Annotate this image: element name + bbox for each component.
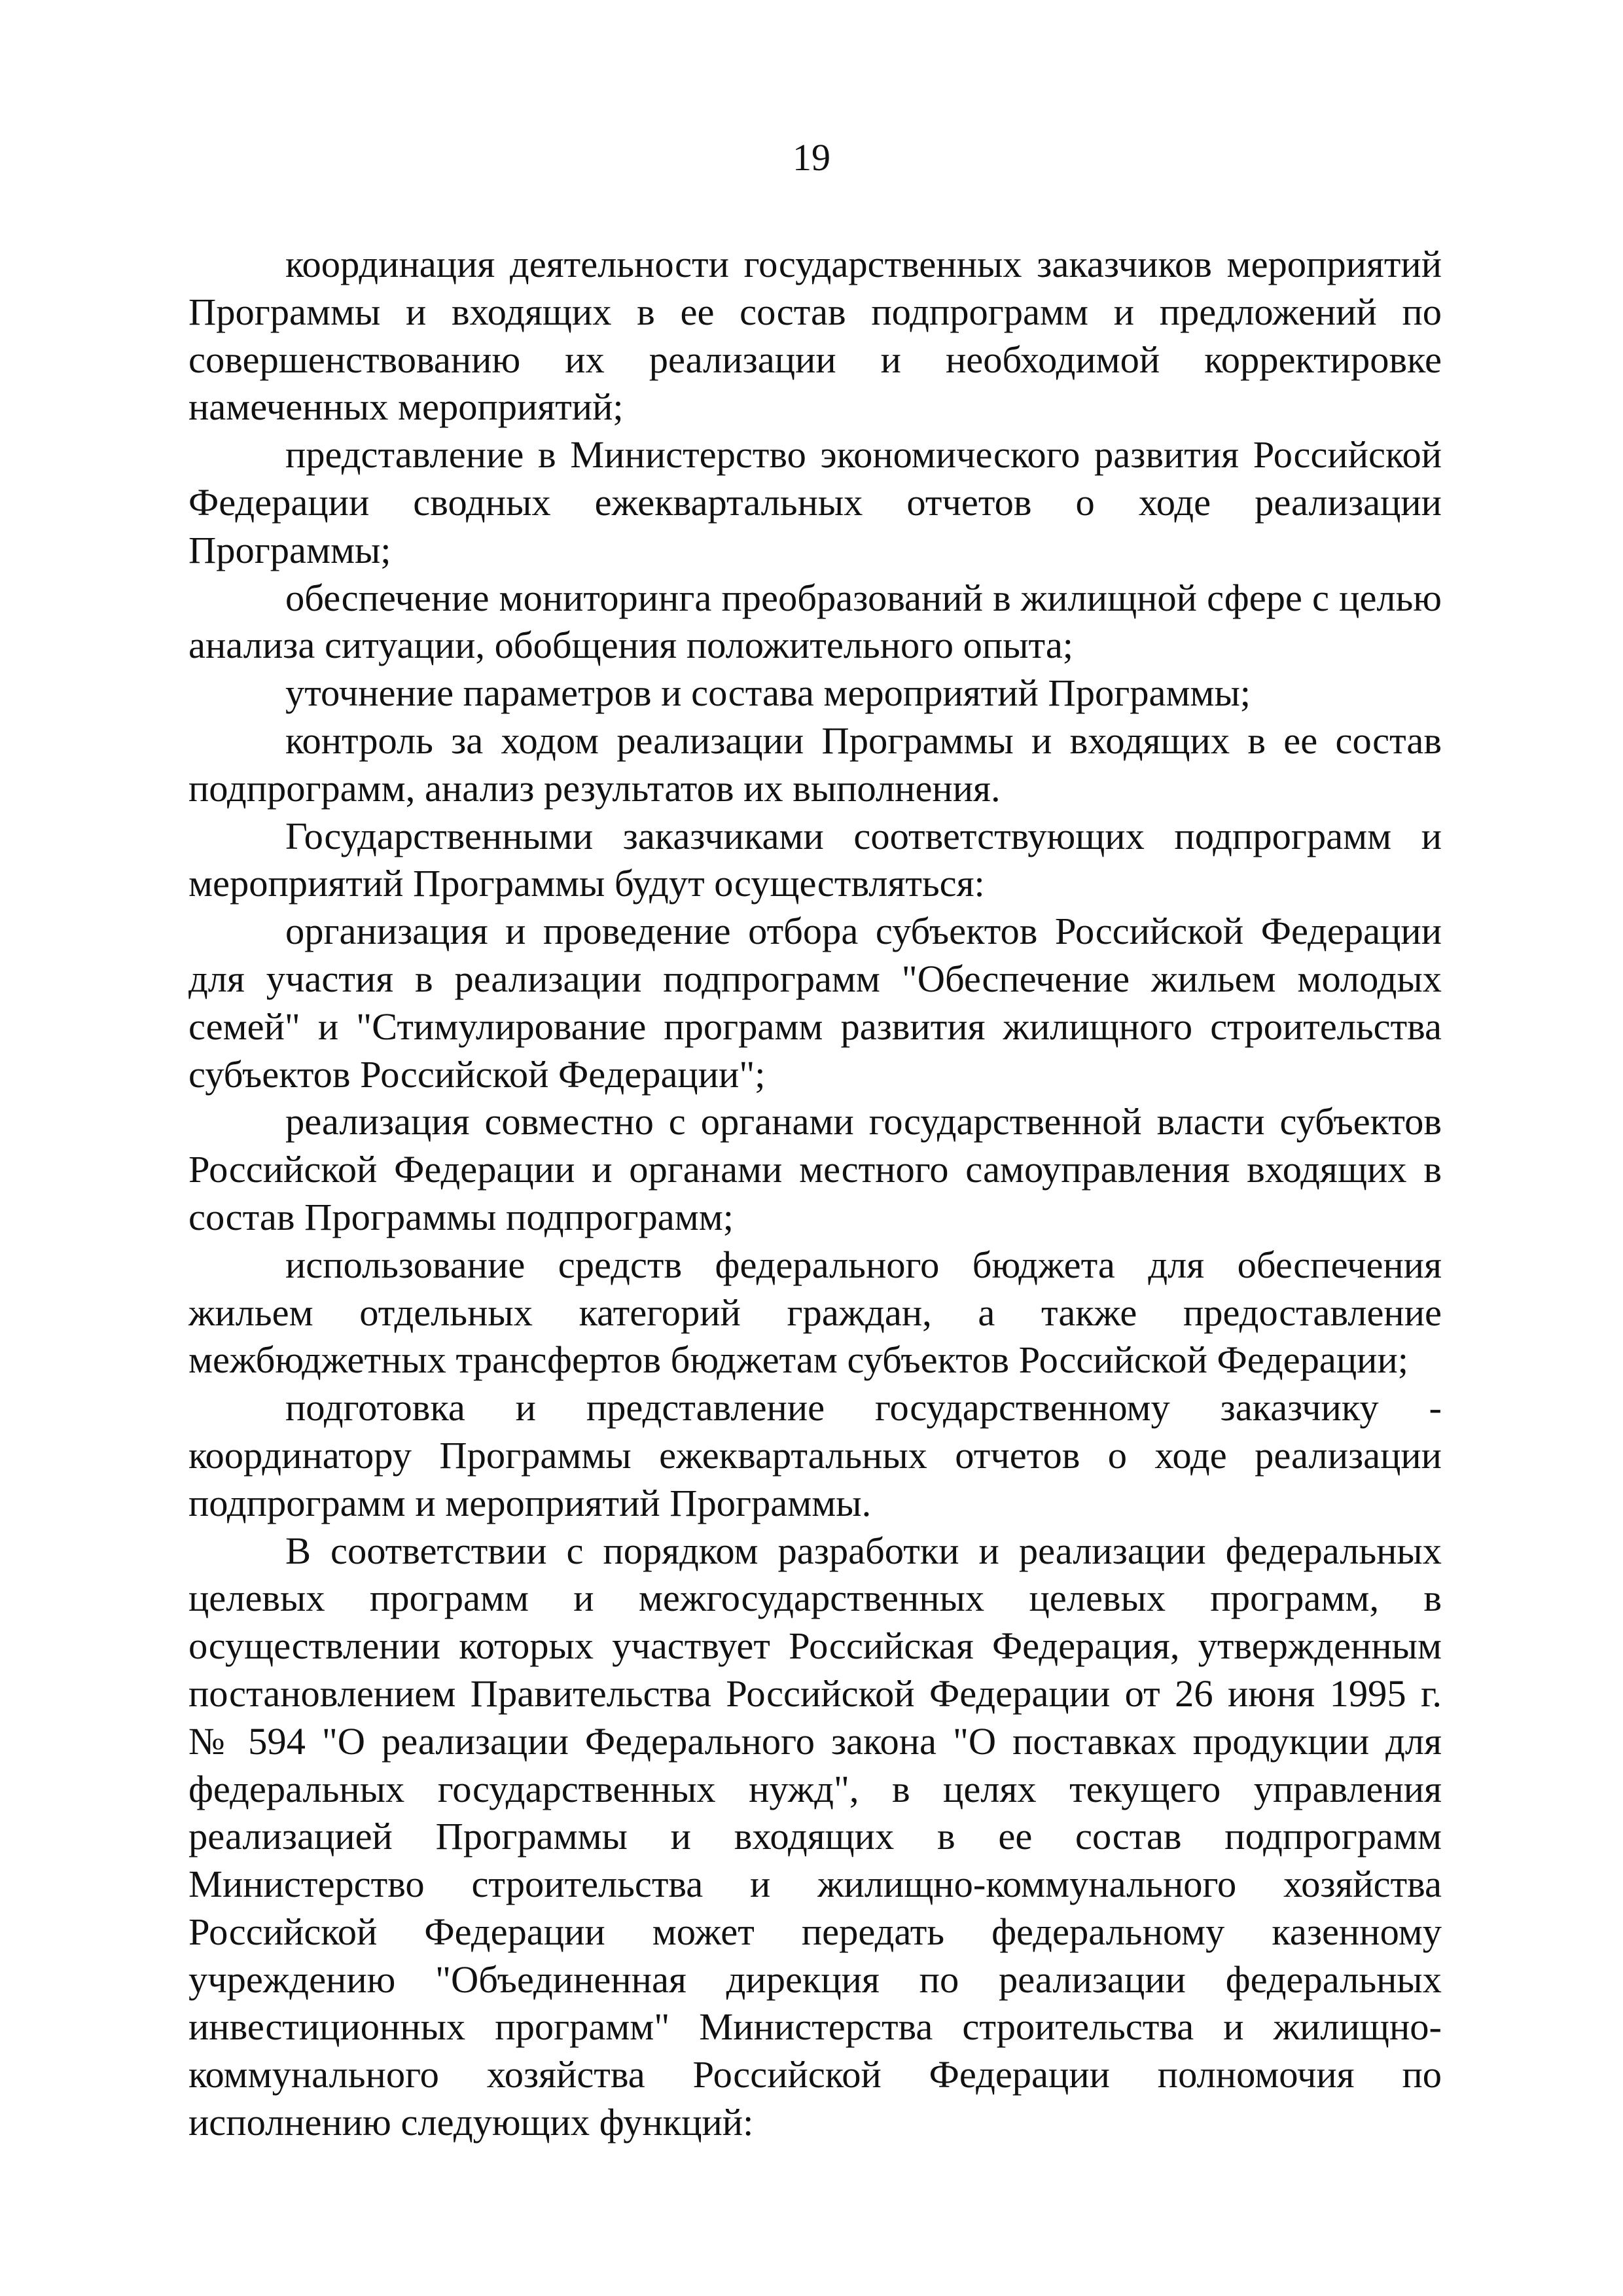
paragraph-delegation-of-functions: В соответствии с порядком разработки и реализации федеральных целевых программ и межгосударственных целевых программ, в осуществлении которых участвует Российская Федерация, утвержденным постановлением Правительства Российской Федерации от 26 июня 1995 г. № 594 "О реализации Федерального закона "О поставках продукции для федеральных государственных нужд", в целях текущего управления реализацией Программы и входящих в ее состав подпрограмм Министерство строительства и жилищно-коммунального хозяйства Российской Федерации может передать федеральному казенному учреждению "Объединенная дирекция по реализации федеральных инвестиционных программ" Министерства строительства и жилищно-коммунального хозяйства Российской Федерации полномочия по исполнению следующих функций: [188, 1529, 1442, 2144]
page-number: 19 [793, 136, 830, 179]
document-body [188, 241, 1442, 2147]
paragraph-coordination: координация деятельности государственных заказчиков мероприятий Программы и входящих в ее состав подпрограмм и предложений по совершенствованию их реализации и необходимой корректировке намеченных мероприятий; [188, 243, 1442, 429]
paragraph-monitoring: обеспечение мониторинга преобразований в жилищной сфере с целью анализа ситуации, обобщения положительного опыта; [188, 576, 1442, 667]
paragraph-parameter-refinement: уточнение параметров и состава мероприятий Программы; [285, 672, 1251, 715]
paragraph-state-customers-intro: Государственными заказчиками соответствующих подпрограмм и мероприятий Программы будут осуществляться: [188, 814, 1442, 905]
paragraph-federal-budget-use: использование средств федерального бюджета для обеспечения жильем отдельных категорий граждан, а также предоставление межбюджетных трансфертов бюджетам субъектов Российской Федерации; [188, 1243, 1442, 1382]
paragraph-quarterly-reports: подготовка и представление государственному заказчику - координатору Программы ежеквартальных отчетов о ходе реализации подпрограмм и мероприятий Программы. [188, 1386, 1442, 1524]
paragraph-reporting-to-ministry: представление в Министерство экономического развития Российской Федерации сводных ежеквартальных отчетов о ходе реализации Программы; [188, 433, 1442, 571]
paragraph-joint-implementation: реализация совместно с органами государственной власти субъектов Российской Федерации и органами местного самоуправления входящих в состав Программы подпрограмм; [188, 1100, 1442, 1238]
paragraph-control: контроль за ходом реализации Программы и входящих в ее состав подпрограмм, анализ результатов их выполнения. [188, 719, 1442, 810]
paragraph-selection-of-regions: организация и проведение отбора субъектов Российской Федерации для участия в реализации подпрограмм "Обеспечение жильем молодых семей" и "Стимулирование программ развития жилищного строительства субъектов Российской Федерации"; [188, 910, 1442, 1096]
